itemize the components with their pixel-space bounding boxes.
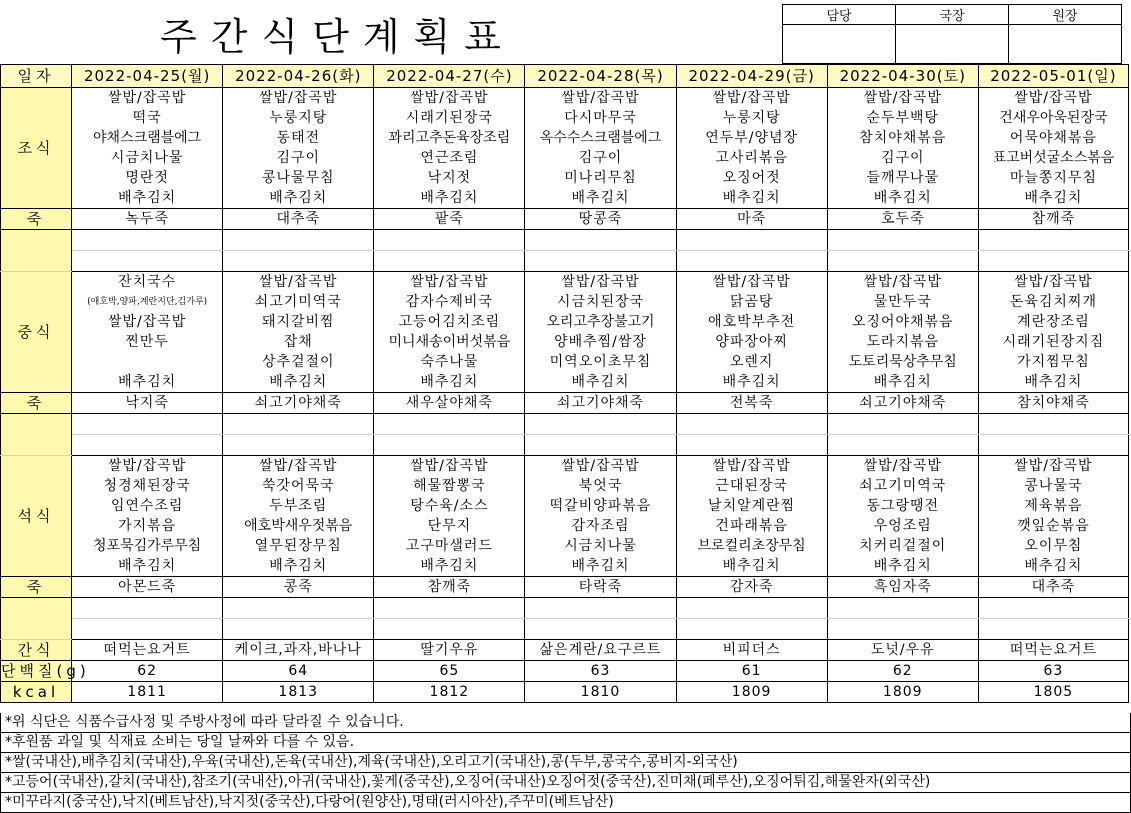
table-row <box>1 577 1129 598</box>
note-line: *미꾸라지(중국산),낙지(베트남산),낙지젓(중국산),다랑어(원양산),명태(러시아산),주꾸미(베트남산) <box>5 794 614 810</box>
menu-cell: 명란젓 <box>72 168 223 188</box>
blank-cell <box>72 251 223 272</box>
menu-cell: 제육볶음 <box>978 496 1128 516</box>
blank-cell <box>374 435 525 456</box>
table-row <box>1 598 1129 619</box>
menu-cell: 쌀밥/잡곡밥 <box>374 88 525 109</box>
table-row <box>1 148 1129 168</box>
menu-cell: 배추김치 <box>72 188 223 209</box>
menu-cell: 표고버섯굴소스볶음 <box>978 148 1128 168</box>
approval-sign-director <box>896 25 1009 64</box>
blank-label <box>1 230 72 272</box>
blank-label <box>1 414 72 456</box>
menu-cell: 고사리볶음 <box>676 148 827 168</box>
menu-cell: 쌀밥/잡곡밥 <box>827 88 978 109</box>
menu-cell: 오징어야채볶음 <box>827 312 978 332</box>
menu-cell: 쌀밥/잡곡밥 <box>374 272 525 293</box>
menu-cell: 낙지젓 <box>374 168 525 188</box>
blank-cell <box>676 435 827 456</box>
table-row <box>1 619 1129 640</box>
table-row <box>1 292 1129 312</box>
blank-cell <box>72 414 223 435</box>
menu-cell: 김구이 <box>827 148 978 168</box>
blank-cell <box>525 598 676 619</box>
menu-cell: 쌀밥/잡곡밥 <box>72 456 223 477</box>
blank-cell <box>978 435 1128 456</box>
menu-cell: 배추김치 <box>827 188 978 209</box>
menu-cell: 찐만두 <box>72 332 223 352</box>
blank-cell <box>978 619 1128 640</box>
table-row <box>1 661 1129 682</box>
menu-cell: 건파래볶음 <box>676 516 827 536</box>
menu-cell: 쇠고기미역국 <box>827 476 978 496</box>
menu-cell: 감자수제비국 <box>374 292 525 312</box>
porridge-cell: 아몬드죽 <box>72 577 223 598</box>
menu-cell: 청포묵김가루무침 <box>72 536 223 556</box>
table-row <box>1 332 1129 352</box>
footer-label-kcal: kcal <box>1 682 72 703</box>
porridge-cell: 쇠고기야채죽 <box>525 393 676 414</box>
blank-cell <box>827 435 978 456</box>
porridge-cell: 새우살야채죽 <box>374 393 525 414</box>
protein-cell: 64 <box>223 661 374 682</box>
menu-cell: 돼지갈비찜 <box>223 312 374 332</box>
porridge-cell: 흑임자죽 <box>827 577 978 598</box>
table-row <box>1 556 1129 577</box>
porridge-label: 죽 <box>1 209 72 230</box>
menu-cell: 쌀밥/잡곡밥 <box>223 88 374 109</box>
date-header: 2022-04-25(월) <box>72 65 223 88</box>
porridge-cell: 전복죽 <box>676 393 827 414</box>
blank-cell <box>374 414 525 435</box>
menu-cell: 쌀밥/잡곡밥 <box>72 88 223 109</box>
menu-cell: 도토리묵상추무침 <box>827 352 978 372</box>
menu-cell: 쌀밥/잡곡밥 <box>525 88 676 109</box>
menu-cell: 배추김치 <box>525 556 676 577</box>
menu-cell: 북엇국 <box>525 476 676 496</box>
menu-cell: 누룽지탕 <box>223 108 374 128</box>
date-header: 2022-04-28(목) <box>525 65 676 88</box>
menu-cell: 쌀밥/잡곡밥 <box>978 272 1128 293</box>
menu-cell: 배추김치 <box>525 372 676 393</box>
menu-cell: 브로컬리초장무침 <box>676 536 827 556</box>
menu-cell: 쌀밥/잡곡밥 <box>525 272 676 293</box>
menu-cell: 미니새송이버섯볶음 <box>374 332 525 352</box>
menu-cell: 동태전 <box>223 128 374 148</box>
menu-cell: 김구이 <box>223 148 374 168</box>
menu-cell: 쇠고기미역국 <box>223 292 374 312</box>
table-row <box>1 414 1129 435</box>
blank-cell <box>374 251 525 272</box>
porridge-label: 죽 <box>1 577 72 598</box>
menu-cell: 청경채된장국 <box>72 476 223 496</box>
blank-cell <box>676 598 827 619</box>
snack-cell: 도넛/우유 <box>827 640 978 661</box>
menu-cell: 숙주나물 <box>374 352 525 372</box>
menu-cell: 감자조림 <box>525 516 676 536</box>
blank-cell <box>525 251 676 272</box>
kcal-cell: 1812 <box>374 682 525 703</box>
protein-cell: 63 <box>978 661 1128 682</box>
porridge-cell: 쇠고기야채죽 <box>223 393 374 414</box>
menu-cell: 고구마샐러드 <box>374 536 525 556</box>
date-header: 2022-04-29(금) <box>676 65 827 88</box>
menu-cell: 참치야채볶음 <box>827 128 978 148</box>
menu-cell: 쌀밥/잡곡밥 <box>978 88 1128 109</box>
blank-cell <box>525 414 676 435</box>
menu-cell: 쌀밥/잡곡밥 <box>676 272 827 293</box>
snack-cell: 딸기우유 <box>374 640 525 661</box>
menu-cell: 시래기된장지짐 <box>978 332 1128 352</box>
meal-label-dinner: 석식 <box>1 456 72 577</box>
menu-cell: 쌀밥/잡곡밥 <box>374 456 525 477</box>
menu-cell <box>72 352 223 372</box>
protein-cell: 62 <box>827 661 978 682</box>
table-row <box>1 456 1129 477</box>
date-header: 2022-04-30(토) <box>827 65 978 88</box>
porridge-cell: 참깨죽 <box>978 209 1128 230</box>
snack-cell: 비피더스 <box>676 640 827 661</box>
menu-cell: 계란장조림 <box>978 312 1128 332</box>
blank-cell <box>676 619 827 640</box>
blank-cell <box>72 619 223 640</box>
menu-cell: 배추김치 <box>72 372 223 393</box>
menu-cell: 쌀밥/잡곡밥 <box>223 272 374 293</box>
blank-cell <box>72 598 223 619</box>
menu-cell: 시금치된장국 <box>525 292 676 312</box>
menu-cell: 양배추찜/쌈장 <box>525 332 676 352</box>
menu-cell: 애호박부추전 <box>676 312 827 332</box>
menu-cell: 물만두국 <box>827 292 978 312</box>
menu-cell: 배추김치 <box>978 372 1128 393</box>
menu-cell: 떡갈비양파볶음 <box>525 496 676 516</box>
porridge-cell: 참치야채죽 <box>978 393 1128 414</box>
approval-sign-chief <box>1009 25 1122 64</box>
porridge-cell: 대추죽 <box>223 209 374 230</box>
menu-cell: 우엉조림 <box>827 516 978 536</box>
approval-head-staff: 담당 <box>783 5 896 25</box>
meal-label-breakfast: 조식 <box>1 88 72 209</box>
menu-cell: 배추김치 <box>676 556 827 577</box>
blank-cell <box>676 230 827 251</box>
menu-cell: 열무된장무침 <box>223 536 374 556</box>
porridge-cell: 마죽 <box>676 209 827 230</box>
blank-cell <box>525 619 676 640</box>
menu-cell: 어묵야채볶음 <box>978 128 1128 148</box>
menu-cell: 연근조림 <box>374 148 525 168</box>
table-row <box>1 251 1129 272</box>
table-row <box>1 272 1129 293</box>
blank-cell <box>827 414 978 435</box>
date-header: 2022-04-27(수) <box>374 65 525 88</box>
menu-cell: 야채스크램블에그 <box>72 128 223 148</box>
menu-cell: 마늘쫑지무침 <box>978 168 1128 188</box>
menu-cell: 다시마무국 <box>525 108 676 128</box>
blank-cell <box>978 414 1128 435</box>
porridge-cell: 낙지죽 <box>72 393 223 414</box>
table-row <box>1 128 1129 148</box>
blank-cell <box>827 598 978 619</box>
porridge-label: 죽 <box>1 393 72 414</box>
menu-cell: 배추김치 <box>223 188 374 209</box>
kcal-cell: 1809 <box>827 682 978 703</box>
blank-cell <box>223 435 374 456</box>
menu-cell: 건새우아욱된장국 <box>978 108 1128 128</box>
blank-cell <box>676 251 827 272</box>
note-line: *위 식단은 식품수급사정 및 주방사정에 따라 달라질 수 있습니다. <box>1 713 1130 733</box>
menu-cell: 치커리겉절이 <box>827 536 978 556</box>
blank-cell <box>827 619 978 640</box>
menu-cell: 쌀밥/잡곡밥 <box>827 456 978 477</box>
menu-cell: 두부조림 <box>223 496 374 516</box>
blank-cell <box>223 230 374 251</box>
blank-cell <box>223 251 374 272</box>
menu-cell: 쌀밥/잡곡밥 <box>525 456 676 477</box>
kcal-cell: 1809 <box>676 682 827 703</box>
kcal-cell: 1811 <box>72 682 223 703</box>
blank-cell <box>223 414 374 435</box>
menu-cell: 김구이 <box>525 148 676 168</box>
porridge-cell: 타락죽 <box>525 577 676 598</box>
blank-cell <box>525 230 676 251</box>
menu-cell: 임연수조림 <box>72 496 223 516</box>
menu-cell: 잡채 <box>223 332 374 352</box>
blank-cell <box>525 435 676 456</box>
blank-cell <box>72 435 223 456</box>
protein-cell: 61 <box>676 661 827 682</box>
blank-cell <box>676 414 827 435</box>
menu-cell: 시금치나물 <box>525 536 676 556</box>
menu-cell: 누룽지탕 <box>676 108 827 128</box>
protein-cell: 62 <box>72 661 223 682</box>
snack-cell: 케이크,과자,바나나 <box>223 640 374 661</box>
table-row <box>1 435 1129 456</box>
date-header: 2022-04-26(화) <box>223 65 374 88</box>
menu-cell: 단무지 <box>374 516 525 536</box>
table-row <box>1 496 1129 516</box>
note-line: *후원품 과일 및 식재료 소비는 당일 날짜와 다를 수 있음. <box>1 733 1130 753</box>
menu-cell: 배추김치 <box>525 188 676 209</box>
porridge-cell: 팥죽 <box>374 209 525 230</box>
menu-cell: 날치알계란찜 <box>676 496 827 516</box>
menu-cell: 연두부/양념장 <box>676 128 827 148</box>
menu-cell: 동그랑땡전 <box>827 496 978 516</box>
porridge-cell: 쇠고기야채죽 <box>827 393 978 414</box>
blank-label <box>1 598 72 640</box>
table-row <box>1 230 1129 251</box>
menu-cell: 돈육김치찌개 <box>978 292 1128 312</box>
menu-cell: 배추김치 <box>374 188 525 209</box>
menu-cell: 들깨무나물 <box>827 168 978 188</box>
menu-cell: 배추김치 <box>827 372 978 393</box>
porridge-cell: 참깨죽 <box>374 577 525 598</box>
menu-cell: 콩나물국 <box>978 476 1128 496</box>
menu-cell: 배추김치 <box>676 188 827 209</box>
menu-cell: 가지볶음 <box>72 516 223 536</box>
snack-cell: 삶은계란/요구르트 <box>525 640 676 661</box>
table-row <box>1 536 1129 556</box>
menu-cell: 오징어젓 <box>676 168 827 188</box>
blank-cell <box>827 251 978 272</box>
porridge-cell: 콩죽 <box>223 577 374 598</box>
table-row <box>1 312 1129 332</box>
protein-cell: 63 <box>525 661 676 682</box>
blank-cell <box>827 230 978 251</box>
menu-cell: 배추김치 <box>978 556 1128 577</box>
kcal-cell: 1813 <box>223 682 374 703</box>
page-title: 주간식단계획표 <box>160 15 515 59</box>
menu-cell: 떡국 <box>72 108 223 128</box>
table-row <box>1 640 1129 661</box>
table-row <box>1 516 1129 536</box>
menu-cell: 쌀밥/잡곡밥 <box>223 456 374 477</box>
menu-cell: 쌀밥/잡곡밥 <box>978 456 1128 477</box>
snack-cell: 떠먹는요거트 <box>978 640 1128 661</box>
menu-cell: 배추김치 <box>374 556 525 577</box>
table-row <box>1 209 1129 230</box>
menu-cell: 배추김치 <box>223 372 374 393</box>
protein-cell: 65 <box>374 661 525 682</box>
menu-cell: 콩나물무침 <box>223 168 374 188</box>
menu-cell: 순두부백탕 <box>827 108 978 128</box>
menu-cell: 잔치국수 <box>72 272 223 293</box>
blank-cell <box>978 598 1128 619</box>
table-row <box>1 65 1129 88</box>
meal-label-lunch: 중식 <box>1 272 72 393</box>
menu-cell: 미역오이초무침 <box>525 352 676 372</box>
approval-head-director: 국장 <box>896 5 1009 25</box>
footer-label-protein: 단백질(g) <box>1 661 90 680</box>
blank-cell <box>223 598 374 619</box>
porridge-cell: 녹두죽 <box>72 209 223 230</box>
blank-cell <box>374 598 525 619</box>
porridge-cell: 감자죽 <box>676 577 827 598</box>
blank-cell <box>223 619 374 640</box>
menu-cell: 오리고추장불고기 <box>525 312 676 332</box>
blank-cell <box>978 251 1128 272</box>
menu-cell: 오렌지 <box>676 352 827 372</box>
kcal-cell: 1805 <box>978 682 1128 703</box>
date-header: 2022-05-01(일) <box>978 65 1128 88</box>
menu-cell: 쑥갓어묵국 <box>223 476 374 496</box>
menu-cell: 해물짬뽕국 <box>374 476 525 496</box>
menu-cell: 깻잎순볶음 <box>978 516 1128 536</box>
blank-cell <box>978 230 1128 251</box>
snack-cell: 떠먹는요거트 <box>72 640 223 661</box>
menu-cell: 근대된장국 <box>676 476 827 496</box>
menu-cell: 쌀밥/잡곡밥 <box>676 456 827 477</box>
menu-cell: 쌀밥/잡곡밥 <box>827 272 978 293</box>
menu-cell: 고등어김치조림 <box>374 312 525 332</box>
menu-cell: 도라지볶음 <box>827 332 978 352</box>
table-row <box>1 352 1129 372</box>
table-row <box>1 682 1129 703</box>
menu-cell: 미나리무침 <box>525 168 676 188</box>
menu-cell: 배추김치 <box>72 556 223 577</box>
notes-section <box>0 713 1131 813</box>
table-row <box>1 188 1129 209</box>
menu-cell: 쌀밥/잡곡밥 <box>72 312 223 332</box>
menu-cell: 배추김치 <box>827 556 978 577</box>
table-row <box>1 168 1129 188</box>
footer-label-snack: 간식 <box>1 640 72 661</box>
approval-sign-staff <box>783 25 896 64</box>
menu-table <box>0 64 1129 703</box>
header-label: 일자 <box>1 65 72 88</box>
menu-cell: 탕수육/소스 <box>374 496 525 516</box>
menu-cell: 양파장아찌 <box>676 332 827 352</box>
porridge-cell: 호두죽 <box>827 209 978 230</box>
kcal-cell: 1810 <box>525 682 676 703</box>
table-row <box>1 88 1129 109</box>
menu-cell: 애호박새우젓볶음 <box>223 516 374 536</box>
blank-cell <box>72 230 223 251</box>
menu-cell: (애호박,양파,계란지단,김가루) <box>72 292 223 312</box>
menu-cell: 배추김치 <box>676 372 827 393</box>
table-row <box>1 108 1129 128</box>
menu-cell: 닭곰탕 <box>676 292 827 312</box>
table-row <box>1 372 1129 393</box>
approval-box <box>782 4 1122 64</box>
menu-cell: 상추겉절이 <box>223 352 374 372</box>
menu-cell: 가지찜무침 <box>978 352 1128 372</box>
menu-cell: 꽈리고추돈육장조림 <box>374 128 525 148</box>
blank-cell <box>374 230 525 251</box>
approval-head-chief: 원장 <box>1009 5 1122 25</box>
blank-cell <box>374 619 525 640</box>
table-row <box>1 476 1129 496</box>
menu-cell: 시금치나물 <box>72 148 223 168</box>
menu-cell: 시래기된장국 <box>374 108 525 128</box>
menu-cell: 배추김치 <box>978 188 1128 209</box>
menu-cell: 옥수수스크램블에그 <box>525 128 676 148</box>
menu-cell: 쌀밥/잡곡밥 <box>676 88 827 109</box>
menu-cell: 배추김치 <box>374 372 525 393</box>
note-line: *고등어(국내산),갈치(국내산),참조기(국내산),아귀(국내산),꽃게(중국산),오징어(국내산)오징어젓(중국산),진미채(페루산),오징어튀김,해물완자(외국산) <box>1 773 1130 793</box>
table-row <box>1 393 1129 414</box>
porridge-cell: 대추죽 <box>978 577 1128 598</box>
note-line: *쌀(국내산),배추김치(국내산),우육(국내산),돈육(국내산),계육(국내산),오리고기(국내산),콩(두부,콩국수,콩비지-외국산) <box>1 753 1130 773</box>
menu-cell: 오이무침 <box>978 536 1128 556</box>
porridge-cell: 땅콩죽 <box>525 209 676 230</box>
menu-cell: 배추김치 <box>223 556 374 577</box>
